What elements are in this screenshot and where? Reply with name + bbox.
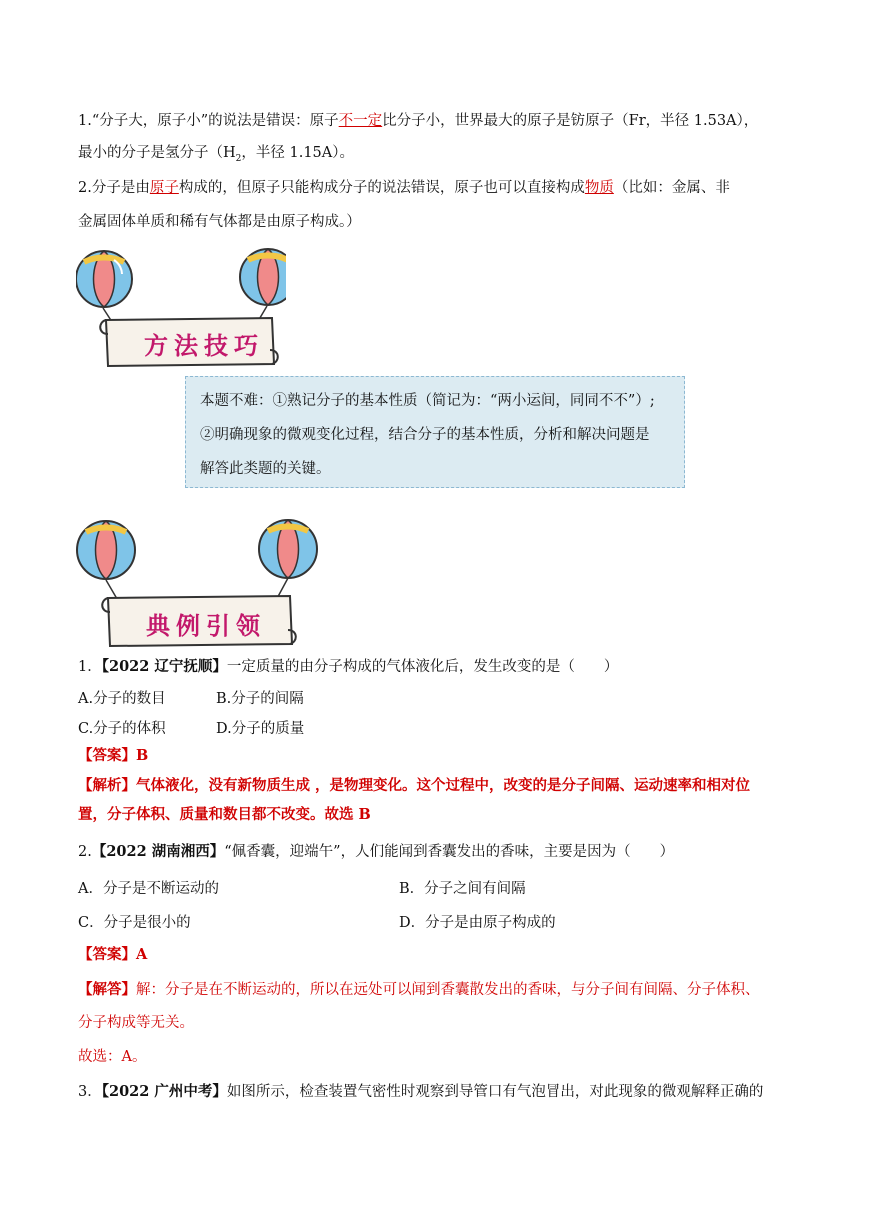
note-2-text-e: （比如：金属、非	[613, 180, 730, 196]
q2-analysis-text-1: 解：分子是在不断运动的，所以在远处可以闻到香囊散发出的香味，与分子间有间隔、分子体积、	[136, 982, 760, 998]
method-banner-title: 方法技巧	[144, 331, 264, 360]
note-2-keyword-matter: 物质	[584, 180, 614, 196]
q1-stem	[78, 657, 618, 677]
q2-answer: 【答案】A	[78, 946, 148, 963]
method-tip-box	[185, 376, 685, 488]
note-1-text-d1: 最小的分子是氢分子（H	[78, 145, 236, 161]
q1-analysis-line-1: 【解析】气体液化，没有新物质生成 ，是物理变化。这个过程中，改变的是分子间隔、运动速率和相对位	[78, 777, 751, 794]
balloon-left-icon	[76, 251, 132, 307]
q2-analysis-line-1	[78, 980, 760, 1000]
q1-stem-text: 一定质量的由分子构成的气体液化后，发生改变的是（ ）	[226, 659, 619, 675]
q2-option-c: C．分子是很小的	[78, 915, 191, 931]
q2-analysis-line-2: 分子构成等无关。	[78, 1015, 194, 1031]
q2-conclusion: 故选：A。	[78, 1049, 147, 1065]
note-1-keyword: 不一定	[338, 113, 383, 129]
q3-number: 3．	[78, 1084, 102, 1100]
q1-option-d: D.分子的质量	[216, 721, 305, 737]
q1-answer: 【答案】B	[78, 747, 149, 764]
q2-option-a: A．分子是不断运动的	[78, 881, 219, 897]
note-1-text-c: 比分子小，世界最大的原子是钫原子（Fr，半径 1.53A），	[382, 113, 759, 129]
note-2-keyword-atom: 原子	[149, 180, 179, 196]
note-2-text-c: 构成的，但原子只能构成分子的说法错误，原子也可以直接构成	[178, 180, 585, 196]
note-1-text-a: 1.“分子大，原子小”的说法是错误：原子	[78, 113, 339, 129]
note-2-line-1	[78, 178, 730, 198]
method-banner	[76, 248, 286, 373]
balloon-right-icon	[240, 249, 286, 305]
q3-stem	[78, 1082, 763, 1102]
q2-source-tag: 【2022 湖南湘西】	[91, 843, 225, 860]
balloon-right-icon-2	[259, 520, 317, 578]
note-1-subscript: 2	[235, 153, 242, 164]
q1-option-c: C.分子的体积	[78, 721, 166, 737]
q1-option-b: B.分子的间隔	[216, 691, 304, 707]
q2-option-b: B．分子之间有间隔	[399, 881, 526, 897]
q2-analysis-tag: 【解答】	[78, 981, 136, 998]
q2-stem	[78, 842, 674, 862]
q1-analysis-line-2: 置，分子体积、质量和数目都不改变。故选 B	[78, 806, 371, 823]
q3-source-tag: 【2022 广州中考】	[101, 1083, 227, 1100]
example-banner	[76, 518, 326, 653]
note-1-line-2	[78, 143, 354, 169]
q2-option-d: D．分子是由原子构成的	[399, 915, 556, 931]
q1-source-tag: 【2022 辽宁抚顺】	[101, 658, 227, 675]
example-banner-title: 典例引领	[146, 611, 266, 640]
q2-number: 2.	[78, 844, 92, 860]
note-1-text-d2: ，半径 1.15A）。	[241, 145, 355, 161]
balloon-left-icon-2	[77, 521, 135, 579]
q2-stem-text: “佩香囊，迎端午”，人们能闻到香囊发出的香味，主要是因为（ ）	[224, 844, 675, 860]
note-2-text-a: 2.分子是由	[78, 180, 150, 196]
tip-line-3: 解答此类题的关键。	[200, 461, 331, 477]
note-2-line-2	[78, 212, 361, 232]
q1-option-a: A.分子的数目	[78, 691, 166, 707]
q1-number: 1．	[78, 659, 102, 675]
tip-line-1: 本题不难：①熟记分子的基本性质（简记为：“两小运间，同同不不”）;	[200, 393, 655, 409]
q3-stem-text: 如图所示，检查装置气密性时观察到导管口有气泡冒出，对此现象的微观解释正确的	[226, 1084, 764, 1100]
note-2-text-f: 金属固体单质和稀有气体都是由原子构成。）	[78, 214, 361, 230]
tip-line-2: ②明确现象的微观变化过程，结合分子的基本性质，分析和解决问题是	[200, 427, 650, 443]
note-1-line-1	[78, 111, 758, 131]
